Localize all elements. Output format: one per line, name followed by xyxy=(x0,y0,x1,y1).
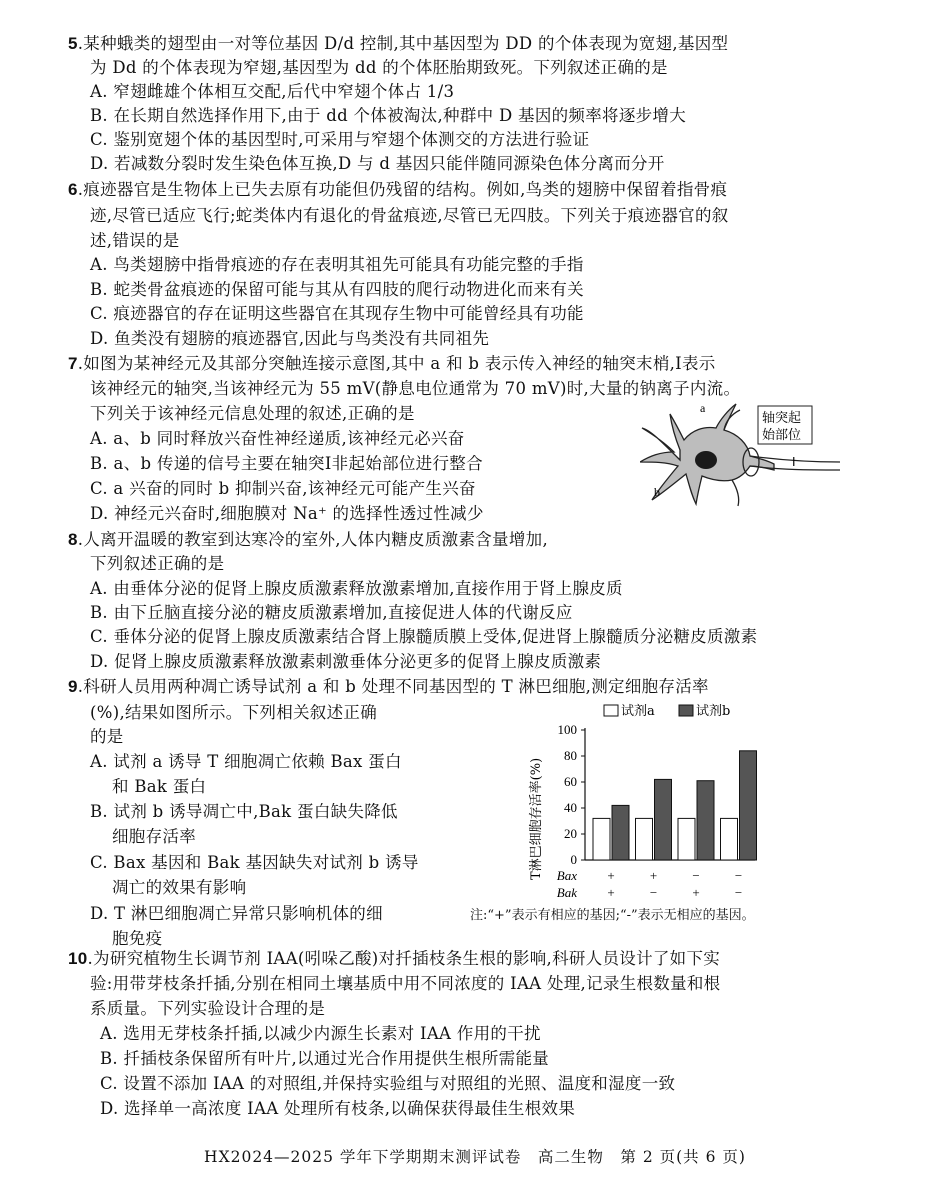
bar-a-group-3 xyxy=(678,818,695,860)
q8-stem-line-2: 下列叙述正确的是 xyxy=(90,554,225,573)
q7-stem-line-2: 该神经元的轴突,当该神经元为 55 mV(静息电位通常为 70 mV)时,大量的钠离子内流。 xyxy=(90,379,741,398)
page-footer: HX2024—2025 学年下学期期末测评试卷 高二生物 第 2 页(共 6 页) xyxy=(204,1148,746,1166)
q8-option-c: C. 垂体分泌的促肾上腺皮质激素结合肾上腺髓质膜上受体,促进肾上腺髓质分泌糖皮质激素 xyxy=(90,627,758,646)
q6-stem-line-2: 迹,尽管已适应飞行;蛇类体内有退化的骨盆痕迹,尽管已无四肢。下列关于痕迹器官的叙 xyxy=(90,206,729,225)
nucleus xyxy=(695,451,717,469)
legend-label-a: 试剂a xyxy=(621,704,655,719)
y-tick-label: 0 xyxy=(570,852,577,867)
neuron-diagram xyxy=(640,400,840,510)
q10-option-c: C. 设置不添加 IAA 的对照组,并保持实验组与对照组的光照、温度和湿度一致 xyxy=(100,1074,676,1093)
q7-option-c: C. a 兴奋的同时 b 抑制兴奋,该神经元可能产生兴奋 xyxy=(90,479,476,498)
q9-number: 9 xyxy=(68,677,78,696)
genotype-mark: − xyxy=(649,885,658,900)
survival-rate-bar-chart xyxy=(500,700,790,900)
legend-swatch-a xyxy=(604,705,618,716)
y-tick-label: 100 xyxy=(557,722,577,737)
chart-legend xyxy=(604,704,730,719)
bar-a-group-2 xyxy=(636,818,653,860)
q7-number: 7 xyxy=(68,354,78,373)
q8-stem-line-1: 8.人离开温暖的教室到达寒冷的室外,人体内糖皮质激素含量增加, xyxy=(68,530,548,549)
q10-stem-line-3: 系质量。下列实验设计合理的是 xyxy=(90,999,326,1018)
q9-option-a: A. 试剂 a 诱导 T 细胞凋亡依赖 Bax 蛋白 xyxy=(90,752,402,771)
callout-line-2: 始部位 xyxy=(762,428,802,443)
label-b: b xyxy=(654,485,660,499)
q9-option-d: D. T 淋巴细胞凋亡异常只影响机体的细 xyxy=(90,904,383,923)
q10-option-d: D. 选择单一高浓度 IAA 处理所有枝条,以确保获得最佳生根效果 xyxy=(100,1099,576,1118)
q9-stem-line-1: 9.科研人员用两种凋亡诱导试剂 a 和 b 处理不同基因型的 T 淋巴细胞,测定细胞存活率 xyxy=(68,677,709,696)
genotype-row-label-bak: Bak xyxy=(556,885,577,900)
q5-option-b: B. 在长期自然选择作用下,由于 dd 个体被淘汰,种群中 D 基因的频率将逐步增大 xyxy=(90,106,687,125)
q6-number: 6 xyxy=(68,180,78,199)
q5-stem-line-1: 5.某种蛾类的翅型由一对等位基因 D/d 控制,其中基因型为 DD 的个体表现为宽翅,基因型 xyxy=(68,34,729,53)
q8-number: 8 xyxy=(68,530,78,549)
bar-b-group-3 xyxy=(697,781,714,860)
label-a: a xyxy=(700,401,706,415)
genotype-mark: − xyxy=(734,885,743,900)
q10-number: 10 xyxy=(68,949,88,968)
q9-stem-line-2: (%),结果如图所示。下列相关叙述正确 xyxy=(90,703,377,722)
q5-option-c: C. 鉴别宽翅个体的基因型时,可采用与窄翅个体测交的方法进行验证 xyxy=(90,130,590,149)
q6-option-a: A. 鸟类翅膀中指骨痕迹的存在表明其祖先可能具有功能完整的手指 xyxy=(90,255,584,274)
q9-option-c-cont: 凋亡的效果有影响 xyxy=(112,878,247,897)
legend-swatch-b xyxy=(679,705,693,716)
q6-option-c: C. 痕迹器官的存在证明这些器官在其现存生物中可能曾经具有功能 xyxy=(90,304,584,323)
q5-option-a: A. 窄翅雌雄个体相互交配,后代中窄翅个体占 1/3 xyxy=(90,82,455,101)
q7-option-d: D. 神经元兴奋时,细胞膜对 Na⁺ 的选择性透过性减少 xyxy=(90,504,484,523)
genotype-mark: + xyxy=(692,885,700,900)
q5-stem-line-2: 为 Dd 的个体表现为窄翅,基因型为 dd 的个体胚胎期致死。下列叙述正确的是 xyxy=(90,58,668,77)
genotype-mark: + xyxy=(649,868,658,883)
y-tick-label: 80 xyxy=(564,748,577,763)
q7-stem-line-1: 7.如图为某神经元及其部分突触连接示意图,其中 a 和 b 表示传入神经的轴突末梢,Ⅰ表示 xyxy=(68,354,716,373)
bar-a-group-1 xyxy=(593,818,610,860)
q6-stem-line-1: 6.痕迹器官是生物体上已失去原有功能但仍残留的结构。例如,鸟类的翅膀中保留着指骨痕 xyxy=(68,180,728,199)
bar-b-group-4 xyxy=(740,751,757,860)
q8-option-b: B. 由下丘脑直接分泌的糖皮质激素增加,直接促进人体的代谢反应 xyxy=(90,603,573,622)
chart-note: 注:“+”表示有相应的基因;“-”表示无相应的基因。 xyxy=(470,908,755,923)
callout-line-1: 轴突起 xyxy=(762,411,802,426)
q9-option-c: C. Bax 基因和 Bak 基因缺失对试剂 b 诱导 xyxy=(90,853,419,872)
y-tick-label: 60 xyxy=(564,774,577,789)
q9-option-b: B. 试剂 b 诱导凋亡中,Bak 蛋白缺失降低 xyxy=(90,802,398,821)
genotype-mark: + xyxy=(607,868,615,883)
genotype-row-label-bax: Bax xyxy=(556,868,577,883)
q10-option-b: B. 扦插枝条保留所有叶片,以通过光合作用提供生根所需能量 xyxy=(100,1049,550,1068)
q7-option-b: B. a、b 传递的信号主要在轴突Ⅰ非起始部位进行整合 xyxy=(90,454,483,473)
bar-b-group-1 xyxy=(612,805,629,860)
genotype-mark: − xyxy=(692,868,700,883)
bar-b-group-2 xyxy=(655,779,672,860)
q5-option-d: D. 若减数分裂时发生染色体互换,D 与 d 基因只能伴随同源染色体分离而分开 xyxy=(90,154,665,173)
y-axis-label: T淋巴细胞存活率(%) xyxy=(529,757,544,880)
q5-number: 5 xyxy=(68,34,78,53)
q7-stem-line-3: 下列关于该神经元信息处理的叙述,正确的是 xyxy=(90,404,415,423)
y-tick-label: 40 xyxy=(564,800,577,815)
q9-stem-line-3: 的是 xyxy=(90,727,124,746)
q6-option-b: B. 蛇类骨盆痕迹的保留可能与其从有四肢的爬行动物进化而来有关 xyxy=(90,280,584,299)
bar-a-group-4 xyxy=(721,818,738,860)
label-axon-i: Ⅰ xyxy=(792,455,796,469)
genotype-mark: + xyxy=(607,885,615,900)
q9-option-d-cont: 胞免疫 xyxy=(112,929,163,948)
q8-option-d: D. 促肾上腺皮质激素释放激素刺激垂体分泌更多的促肾上腺皮质激素 xyxy=(90,652,602,671)
legend-label-b: 试剂b xyxy=(696,704,731,719)
q6-stem-line-3: 述,错误的是 xyxy=(90,231,180,250)
genotype-mark: − xyxy=(734,868,743,883)
q6-option-d: D. 鱼类没有翅膀的痕迹器官,因此与鸟类没有共同祖先 xyxy=(90,329,490,348)
q8-option-a: A. 由垂体分泌的促肾上腺皮质激素释放激素增加,直接作用于肾上腺皮质 xyxy=(90,579,623,598)
q10-option-a: A. 选用无芽枝条扦插,以减少内源生长素对 IAA 作用的干扰 xyxy=(100,1024,541,1043)
q7-option-a: A. a、b 同时释放兴奋性神经递质,该神经元必兴奋 xyxy=(90,429,465,448)
q10-stem-line-1: 10.为研究植物生长调节剂 IAA(吲哚乙酸)对扦插枝条生根的影响,科研人员设计了如下实 xyxy=(68,949,721,968)
y-tick-label: 20 xyxy=(564,826,577,841)
q10-stem-line-2: 验:用带芽枝条扦插,分别在相同土壤基质中用不同浓度的 IAA 处理,记录生根数量和根 xyxy=(90,974,721,993)
q9-option-a-cont: 和 Bak 蛋白 xyxy=(112,777,207,796)
q9-option-b-cont: 细胞存活率 xyxy=(112,827,196,846)
